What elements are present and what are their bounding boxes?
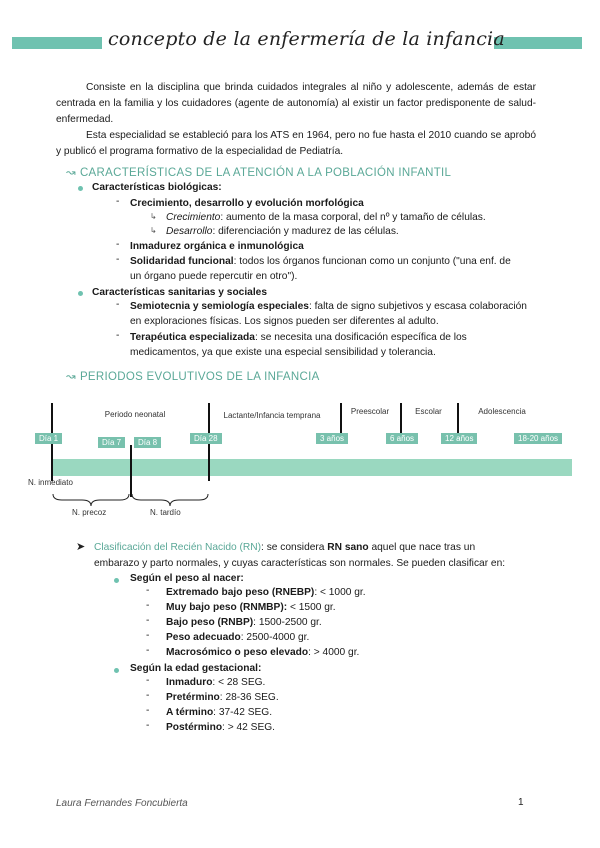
curved-arrow-icon: ↝	[66, 371, 76, 383]
edad-term: Postérmino	[166, 722, 223, 733]
dash-icon: -	[116, 239, 120, 250]
dash-icon: -	[116, 299, 120, 310]
period-preescolar: Preescolar	[350, 407, 390, 416]
peso-term: Macrosómico o peso elevado	[166, 647, 309, 658]
n-tardio-label: N. tardío	[150, 508, 181, 517]
sol-text-1: : todos los órganos funcionan como un conjunto ("una enf. de	[233, 256, 511, 267]
bullet-icon	[114, 578, 119, 583]
period-escolar: Escolar	[415, 407, 442, 416]
dash-icon: -	[146, 585, 150, 596]
peso-value: : 2500-4000 gr.	[240, 632, 310, 643]
curved-arrow-icon: ↝	[66, 167, 76, 179]
n-inmediato-label: N. inmediato	[28, 478, 73, 487]
dash-icon: -	[116, 330, 120, 341]
period-adolescencia: Adolescencia	[478, 407, 526, 416]
des-def	[166, 224, 399, 240]
period-lactante: Lactante/Infancia temprana	[223, 411, 321, 420]
rn-intro-2: embarazo y parto normales, y cuyas características son normales. Se pueden clasificar en:	[94, 558, 506, 569]
tera-term: Terapéutica especializada	[130, 332, 255, 343]
n-precoz-label: N. precoz	[72, 508, 107, 517]
peso-value: : < 1000 gr.	[314, 587, 366, 598]
mark-dia-1: Día 1	[35, 433, 62, 444]
dash-icon: -	[146, 675, 150, 686]
peso-value: : 1500-2500 gr.	[253, 617, 322, 628]
section-title-periodos: ↝ PERIODOS EVOLUTIVOS DE LA INFANCIA	[66, 371, 320, 383]
mark-18-20-anos: 18-20 años	[514, 433, 562, 444]
semio-item-1	[130, 299, 527, 315]
mark-12-anos: 12 años	[441, 433, 477, 444]
intro-paragraph-2: Esta especialidad se estableció para los ATS en 1964, pero no fue hasta el 2010 cuando se aprobó y publicó el programa formativo de la especialidad de Pediatría.	[56, 130, 536, 157]
rn-text-a: : se considera	[261, 542, 328, 553]
sol-term: Solidaridad funcional	[130, 256, 234, 267]
page-number: 1	[518, 797, 524, 808]
tera-item-1	[130, 330, 467, 346]
edad-term: Inmaduro	[166, 677, 213, 688]
arrow-icon: ↳	[150, 226, 157, 235]
san-heading: Características sanitarias y sociales	[92, 287, 267, 298]
peso-item	[166, 630, 309, 646]
dash-icon: -	[116, 196, 120, 207]
peso-item	[166, 600, 336, 616]
page-title: concepto de la enfermería de la infancia	[108, 28, 505, 50]
header-bar-left	[12, 37, 102, 49]
period-neonatal: Periodo neonatal	[104, 410, 166, 419]
tera-text-1: : se necesita una dosificación específica de los	[254, 332, 467, 343]
chevron-right-icon: ➤	[76, 541, 86, 553]
peso-term: Extremado bajo peso (RNEBP)	[166, 587, 315, 598]
edad-term: Pretérmino	[166, 692, 220, 703]
crec-item: Crecimiento, desarrollo y evolución morfológica	[130, 198, 364, 209]
dash-icon: -	[146, 720, 150, 731]
brace-n-tardio	[131, 493, 209, 507]
rn-sano: RN sano	[327, 542, 369, 553]
edad-item	[166, 720, 275, 736]
header-bar-right	[494, 37, 582, 49]
peso-term: Muy bajo peso (RNMBP):	[166, 602, 288, 613]
edad-heading: Según la edad gestacional:	[130, 663, 262, 674]
brace-n-precoz	[52, 493, 130, 507]
sol-item-2: un órgano puede repercutir en otro").	[130, 271, 298, 282]
peso-item	[166, 615, 322, 631]
rn-text-c: aquel que nace tras un	[368, 542, 476, 553]
section-title-caracteristicas: ↝ CARACTERÍSTICAS DE LA ATENCIÓN A LA POBLACIÓN INFANTIL	[66, 167, 452, 179]
peso-value: < 1500 gr.	[287, 602, 336, 613]
arrow-icon: ↳	[150, 212, 157, 221]
mark-dia-8: Día 8	[134, 437, 161, 448]
peso-value: : > 4000 gr.	[308, 647, 360, 658]
edad-value: : < 28 SEG.	[212, 677, 266, 688]
dash-icon: -	[116, 254, 120, 265]
mark-3-anos: 3 años	[316, 433, 348, 444]
dash-icon: -	[146, 600, 150, 611]
dash-icon: -	[146, 630, 150, 641]
bullet-icon	[78, 186, 83, 191]
tera-item-2: medicamentos, ya que existe una especial sensibilidad y tolerancia.	[130, 347, 436, 358]
intro-paragraph-1: Consiste en la disciplina que brinda cuidados integrales al niño y adolescente, además de estar centrada en la familia y los cuidadores (agente de autonomía) al existir un factor predisponente de salud-enfermedad.	[56, 82, 536, 125]
peso-item	[166, 585, 366, 601]
sol-item-1	[130, 254, 511, 270]
bio-heading: Características biológicas:	[92, 182, 222, 193]
semio-term: Semiotecnia y semiología especiales	[130, 301, 309, 312]
peso-heading: Según el peso al nacer:	[130, 573, 244, 584]
rn-term: Clasificación del Recién Nacido (RN)	[94, 542, 262, 553]
footer-author: Laura Fernandes Foncubierta	[56, 798, 188, 809]
peso-term: Peso adecuado	[166, 632, 241, 643]
mark-dia-28: Día 28	[190, 433, 222, 444]
edad-value: : > 42 SEG.	[222, 722, 275, 733]
crec-term: Crecimiento	[166, 212, 221, 223]
peso-term: Bajo peso (RNBP)	[166, 617, 254, 628]
mark-dia-7: Día 7	[98, 437, 125, 448]
dash-icon: -	[146, 645, 150, 656]
edad-value: : 28-36 SEG.	[219, 692, 279, 703]
rn-intro-1	[94, 540, 535, 556]
dash-icon: -	[146, 690, 150, 701]
bullet-icon	[114, 668, 119, 673]
inm-item: Inmadurez orgánica e inmunológica	[130, 241, 304, 252]
edad-item	[166, 675, 265, 691]
des-text: : diferenciación y madurez de las células.	[212, 226, 399, 237]
crec-text: : aumento de la masa corporal, del nº y tamaño de células.	[220, 212, 486, 223]
edad-term: A término	[166, 707, 214, 718]
peso-item	[166, 645, 359, 661]
semio-text-1: : falta de signo subjetivos y escasa colaboración	[308, 301, 527, 312]
semio-item-2: en exploraciones físicas. Los signos pueden ser diferentes al adulto.	[130, 316, 439, 327]
timeline-divider	[130, 445, 132, 497]
edad-value: : 37-42 SEG.	[213, 707, 273, 718]
dash-icon: -	[146, 615, 150, 626]
dash-icon: -	[146, 705, 150, 716]
edad-item	[166, 705, 272, 721]
bullet-icon	[78, 291, 83, 296]
des-term: Desarrollo	[166, 226, 213, 237]
mark-6-anos: 6 años	[386, 433, 418, 444]
edad-item	[166, 690, 279, 706]
